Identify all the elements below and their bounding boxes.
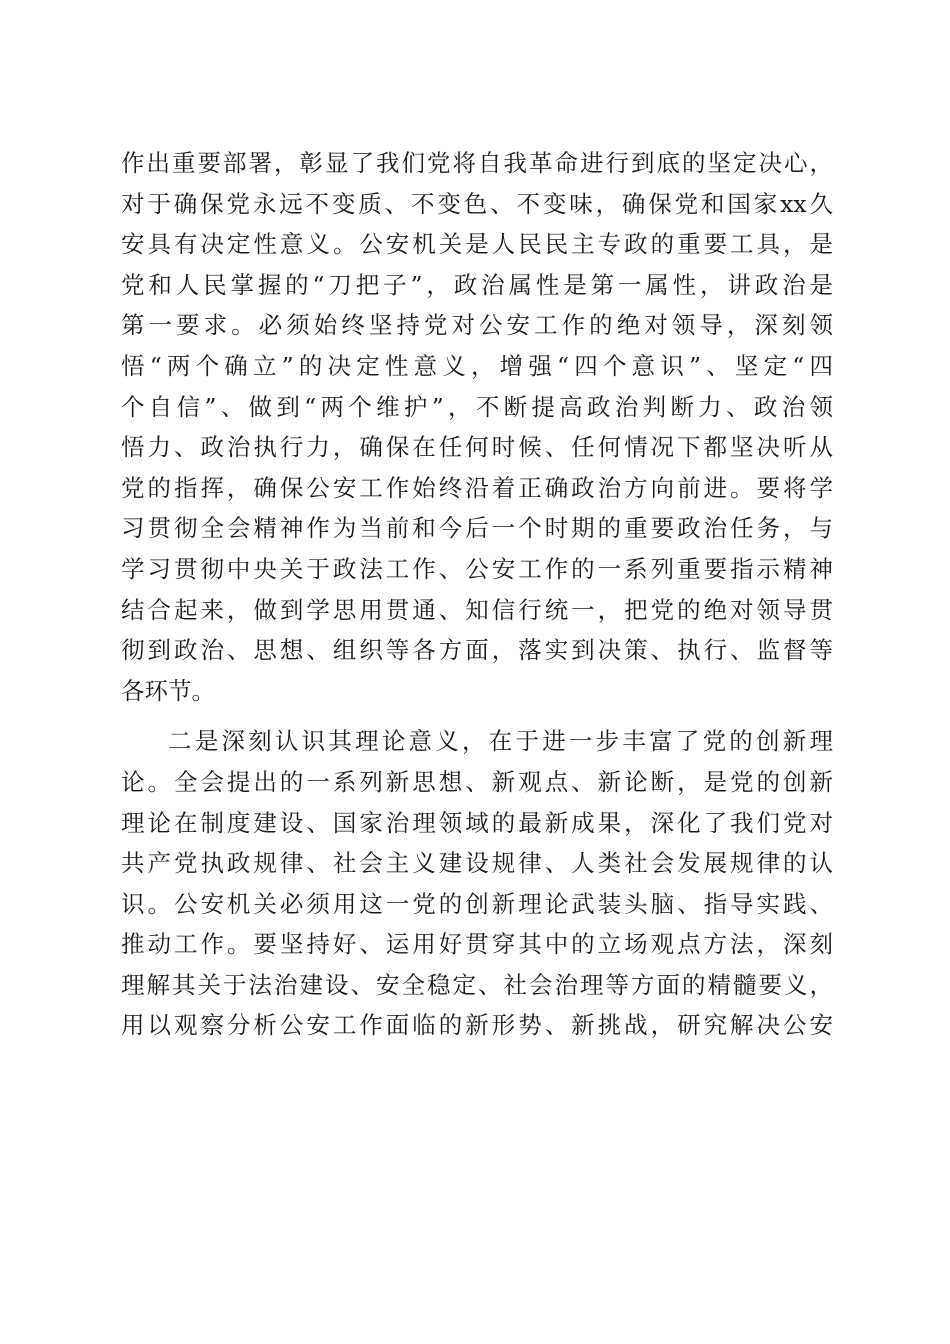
- text-line: 结合起来，做到学思用贯通、知信行统一，把党的绝对领导贯: [121, 595, 833, 624]
- text-line: 识。公安机关必须用这一党的创新理论武装头脑、指导实践、: [121, 889, 833, 918]
- text-line: 第一要求。必须始终坚持党对公安工作的绝对领导，深刻领: [121, 311, 833, 340]
- text-line: 悟力、政治执行力，确保在任何时候、任何情况下都坚决听从: [121, 433, 833, 462]
- paragraph-1: [121, 143, 833, 711]
- text-line: 党和人民掌握的“刀把子”，政治属性是第一属性，讲政治是: [121, 270, 833, 299]
- text-line: 学习贯彻中央关于政法工作、公安工作的一系列重要指示精神: [121, 554, 833, 583]
- paragraph-spacer: [121, 711, 833, 721]
- text-line: 个自信”、做到“两个维护”，不断提高政治判断力、政治领: [121, 392, 833, 421]
- text-line: 二是深刻认识其理论意义，在于进一步丰富了党的创新理: [168, 727, 833, 756]
- text-line: 共产党执政规律、社会主义建设规律、人类社会发展规律的认: [121, 849, 833, 878]
- text-line: 彻到政治、思想、组织等各方面，落实到决策、执行、监督等: [121, 636, 833, 665]
- text-line: 用以观察分析公安工作面临的新形势、新挑战，研究解决公安: [121, 1011, 833, 1040]
- text-line: 理论在制度建设、国家治理领域的最新成果，深化了我们党对: [121, 808, 833, 837]
- text-line: 推动工作。要坚持好、运用好贯穿其中的立场观点方法，深刻: [121, 930, 833, 959]
- text-line: 安具有决定性意义。公安机关是人民民主专政的重要工具，是: [121, 230, 833, 259]
- text-line: 论。全会提出的一系列新思想、新观点、新论断，是党的创新: [121, 767, 833, 796]
- text-line: 各环节。: [121, 676, 215, 705]
- text-line: 悟“两个确立”的决定性意义，增强“四个意识”、坚定“四: [121, 351, 833, 380]
- body-text: [121, 143, 833, 1046]
- text-line: 理解其关于法治建设、安全稳定、社会治理等方面的精髓要义，: [121, 970, 833, 999]
- paragraph-2: [121, 721, 833, 1046]
- text-line: 习贯彻全会精神作为当前和今后一个时期的重要政治任务，与: [121, 514, 833, 543]
- text-line: 党的指挥，确保公安工作始终沿着正确政治方向前进。要将学: [121, 473, 833, 502]
- text-line: 对于确保党永远不变质、不变色、不变味，确保党和国家xx久: [121, 189, 833, 218]
- text-line: 作出重要部署，彰显了我们党将自我革命进行到底的坚定决心，: [121, 149, 833, 177]
